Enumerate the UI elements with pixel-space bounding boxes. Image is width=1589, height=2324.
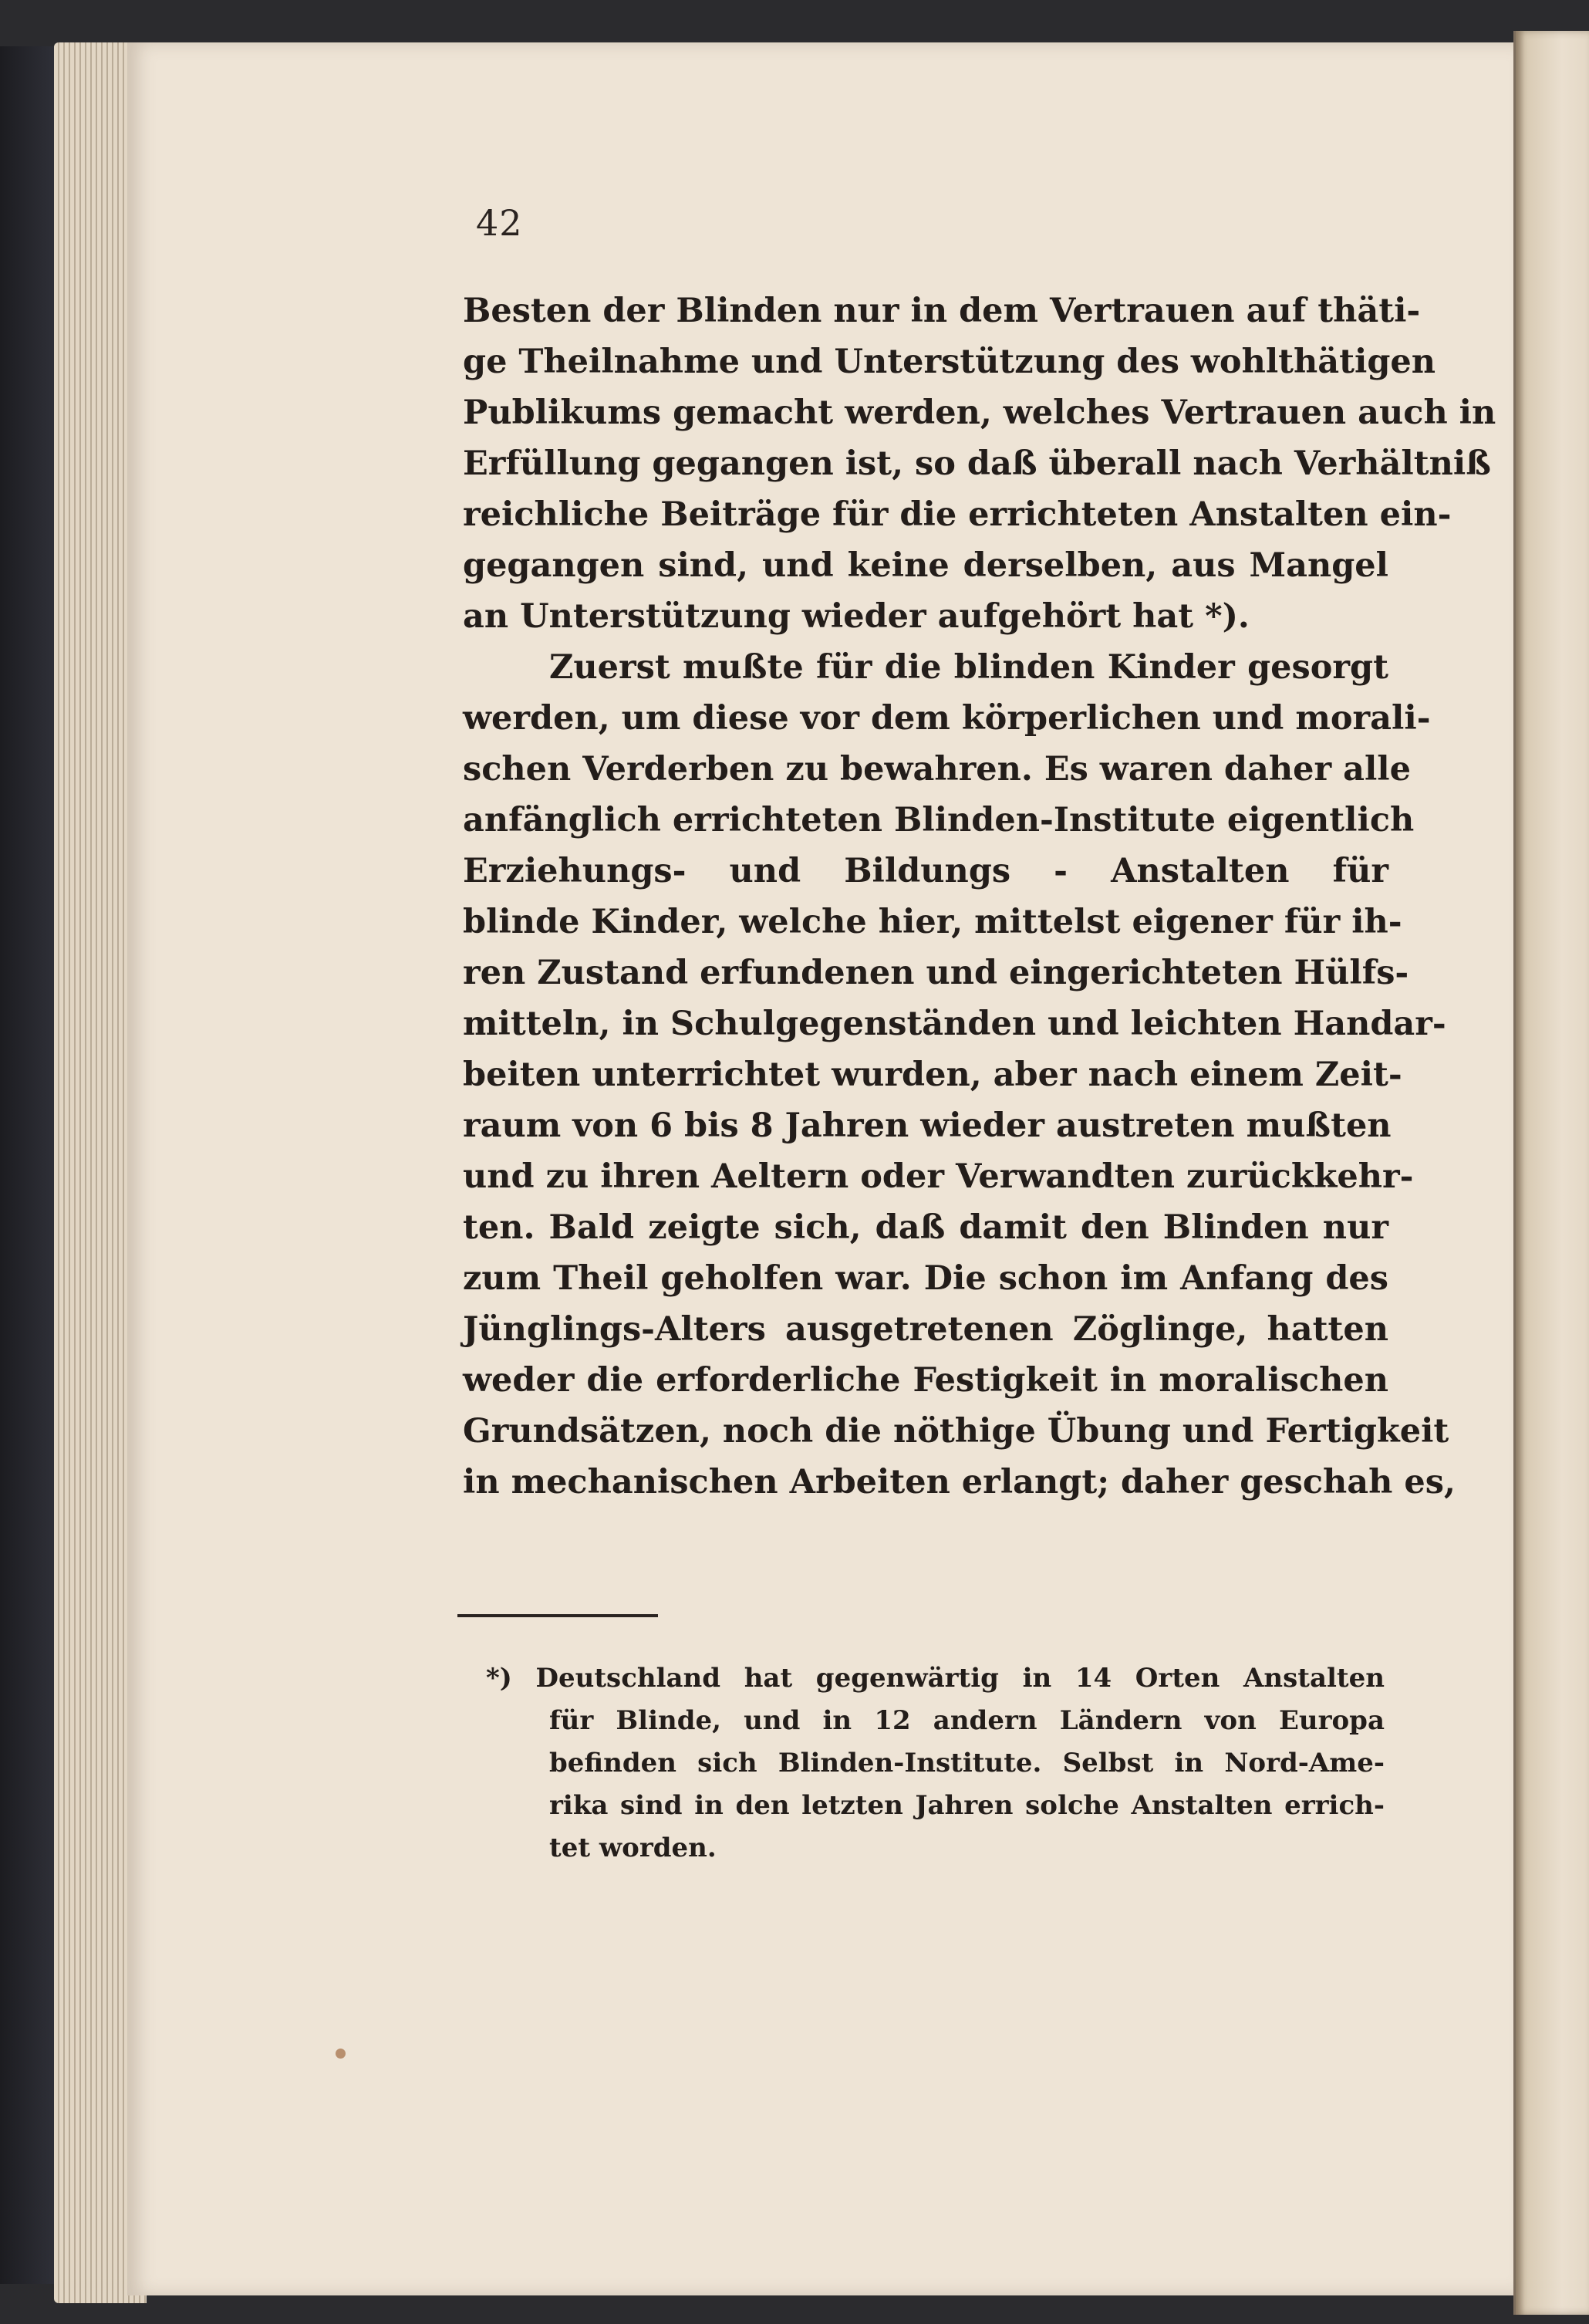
body-line: mitteln, in Schulgegenständen und leichten Handar- (463, 1005, 1446, 1043)
body-line: Grundsätzen, noch die nöthige Übung und Fertigkeit (463, 1412, 1449, 1451)
body-line: Erziehungs- und Bildungs - Anstalten für (463, 852, 1388, 890)
body-line: weder die erforderliche Festigkeit in moralischen (463, 1361, 1388, 1400)
body-line: ge Theilnahme und Unterstützung des wohlthätigen (463, 343, 1436, 381)
footnote-line: *) Deutschland hat gegenwärtig in 14 Orten Anstalten (486, 1663, 1385, 1694)
body-line: Jünglings-Alters ausgetretenen Zöglinge, hatten (463, 1310, 1388, 1349)
body-line: reichliche Beiträge für die errichteten Anstalten ein- (463, 495, 1452, 534)
footnote-line: für Blinde, und in 12 andern Ländern von Europa (549, 1705, 1385, 1736)
body-line: anfänglich errichteten Blinden-Institute eigentlich (463, 801, 1415, 839)
body-line: zum Theil geholfen war. Die schon im Anfang des (463, 1259, 1388, 1298)
body-line: schen Verderben zu bewahren. Es waren daher alle (463, 750, 1411, 789)
body-line: gegangen sind, und keine derselben, aus Mangel (463, 546, 1388, 585)
body-line: Zuerst mußte für die blinden Kinder gesorgt (549, 648, 1388, 687)
body-line: raum von 6 bis 8 Jahren wieder austreten mußten (463, 1106, 1392, 1145)
body-line: an Unterstützung wieder aufgehört hat *). (463, 597, 1250, 636)
paper-stain (336, 2049, 346, 2059)
body-line: Besten der Blinden nur in dem Vertrauen auf thäti- (463, 292, 1421, 330)
footnote-line: befinden sich Blinden-Institute. Selbst in Nord-Ame- (549, 1748, 1385, 1778)
footnote-line: tet worden. (549, 1833, 717, 1863)
body-line: Publikums gemacht werden, welches Vertrauen auch in (463, 394, 1496, 432)
footnote-rule (457, 1614, 658, 1617)
body-line: und zu ihren Aeltern oder Verwandten zurückkehr- (463, 1157, 1414, 1196)
body-line: ren Zustand erfundenen und eingerichteten Hülfs- (463, 954, 1409, 992)
footnote-line: rika sind in den letzten Jahren solche Anstalten errich- (549, 1790, 1385, 1821)
page-number: 42 (476, 202, 523, 244)
body-line: beiten unterrichtet wurden, aber nach einem Zeit- (463, 1056, 1402, 1094)
body-line: ten. Bald zeigte sich, daß damit den Blinden nur (463, 1208, 1388, 1247)
body-line: in mechanischen Arbeiten erlangt; daher geschah es, (463, 1463, 1456, 1501)
body-text (463, 285, 1496, 1508)
body-line: blinde Kinder, welche hier, mittelst eigener für ih- (463, 903, 1402, 941)
facing-page (1516, 31, 1589, 2315)
body-line: Erfüllung gegangen ist, so daß überall nach Verhältniß (463, 444, 1491, 483)
footnote (486, 1657, 1385, 1870)
body-line: werden, um diese vor dem körperlichen und morali- (463, 699, 1431, 738)
